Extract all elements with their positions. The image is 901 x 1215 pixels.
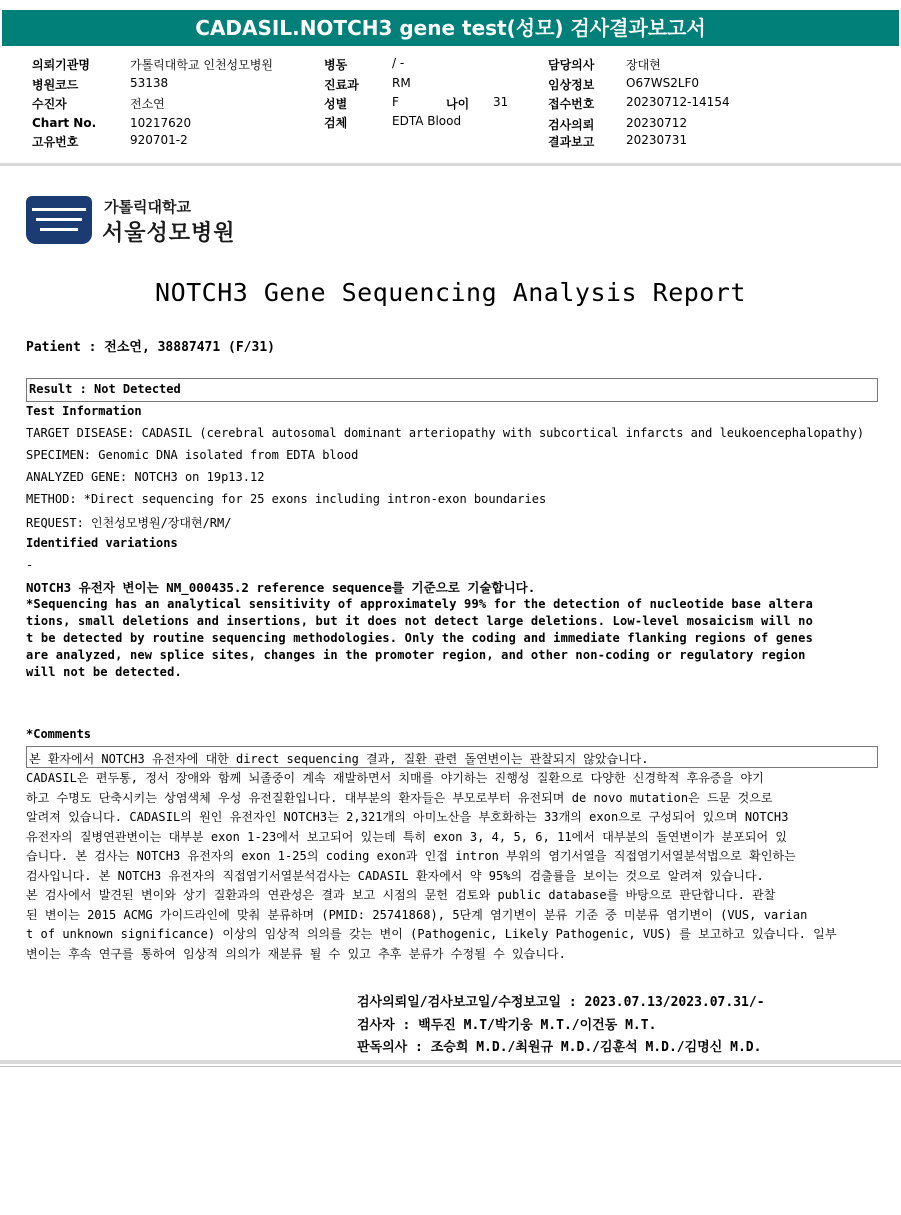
label-sex: 성별: [324, 97, 348, 111]
label-specimen: 검체: [324, 116, 348, 130]
sign-doctors: 판독의사 : 조승희 M.D./최원규 M.D./김훈석 M.D./김명신 M.D.: [357, 1040, 762, 1055]
value-ward: / -: [392, 56, 405, 70]
sensitivity-line: t be detected by routine sequencing methodologies. Only the coding and immediate flanking regions of genes: [26, 631, 814, 645]
analyzed-gene: ANALYZED GENE: NOTCH3 on 19p13.12: [26, 470, 265, 484]
logo-university-name: 가톨릭대학교: [104, 198, 191, 216]
comment-box: [26, 746, 878, 768]
label-ward: 병동: [324, 58, 348, 72]
method: METHOD: *Direct sequencing for 25 exons including intron-exon boundaries: [26, 492, 547, 506]
sensitivity-line: *Sequencing has an analytical sensitivity of approximately 99% for the detection of nucleotide base altera: [26, 597, 814, 611]
test-info-heading: Test Information: [26, 404, 142, 418]
specimen: SPECIMEN: Genomic DNA isolated from EDTA blood: [26, 448, 359, 462]
label-clinical-info: 임상정보: [548, 78, 595, 92]
header-divider: [0, 163, 901, 166]
label-hospital-code: 병원코드: [32, 78, 79, 92]
label-department: 진료과: [324, 78, 359, 92]
sensitivity-paragraph: [26, 596, 878, 681]
value-unique-id: 920701-2: [130, 133, 188, 147]
label-unique-id: 고유번호: [32, 135, 79, 149]
logo-hospital-name: 서울성모병원: [102, 221, 236, 246]
comment-line: 변이는 후속 연구를 통하여 임상적 의의가 재분류 될 수 있고 추후 분류가 수정될 수 있습니다.: [26, 946, 566, 961]
result-box: [26, 378, 878, 402]
target-disease: TARGET DISEASE: CADASIL (cerebral autosomal dominant arteriopathy with subcortical infarcts and leukoencephalopathy): [26, 426, 865, 440]
sensitivity-line: are analyzed, new splice sites, changes in the promoter region, and other non-coding or regulatory region: [26, 648, 806, 662]
comment-line: CADASIL은 편두통, 정서 장애와 함께 뇌졸중이 계속 재발하면서 치매를 야기하는 진행성 질환으로 다양한 신경학적 후유증을 야기: [26, 771, 764, 785]
reference-note: NOTCH3 유전자 변이는 NM_000435.2 reference sequence를 기준으로 기술합니다.: [26, 580, 536, 595]
comment-line: 유전자의 질병연관변이는 대부분 exon 1-23에서 보고되어 있는데 특히 exon 3, 4, 5, 6, 11에서 대부분의 돌연변이가 분포되어 있: [26, 829, 788, 844]
value-request-date: 20230712: [626, 116, 688, 130]
label-chart-no: Chart No.: [32, 116, 97, 130]
value-sex: F: [392, 95, 399, 109]
report-title: NOTCH3 Gene Sequencing Analysis Report: [155, 278, 746, 307]
sensitivity-line: tions, small deletions and insertions, but it does not detect large deletions. Low-level mosaicism will no: [26, 614, 814, 628]
comment-line: 본 검사에서 발견된 변이와 상기 질환과의 연관성은 결과 보고 시점의 문헌 검토와 public database를 바탕으로 판단합니다. 관찰: [26, 888, 776, 902]
label-patient-name: 수진자: [32, 97, 67, 111]
label-report-date: 결과보고: [548, 135, 595, 149]
value-age: 31: [493, 95, 509, 109]
label-request-date: 검사의뢰: [548, 118, 595, 132]
value-hospital-code: 53138: [130, 76, 169, 90]
identified-heading: Identified variations: [26, 536, 178, 550]
sign-testers: 검사자 : 백두진 M.T/박기웅 M.T./이건동 M.T.: [357, 1018, 657, 1033]
value-receipt-no: 20230712-14154: [626, 95, 730, 109]
footer-divider-line: [0, 1066, 901, 1067]
comment-line: 알려져 있습니다. CADASIL의 원인 유전자인 NOTCH3는 2,321개의 아미노산을 부호화하는 33개의 exon으로 구성되어 있으며 NOTCH3: [26, 810, 789, 824]
value-department: RM: [392, 76, 411, 90]
comment-line: 된 변이는 2015 ACMG 가이드라인에 맞춰 분류하며 (PMID: 25741868), 5단계 염기변이 분류 기준 중 미분류 염기변이 (VUS, varian: [26, 907, 808, 922]
title-bar: [0, 0, 901, 46]
hospital-logo: [26, 196, 246, 250]
comments-paragraph: [26, 769, 878, 964]
comment-line: 검사입니다. 본 NOTCH3 유전자의 직접염기서열분석검사는 CADASIL 환자에서 약 95%의 검출률을 보이는 것으로 알려져 있습니다.: [26, 868, 764, 883]
comment-line: 하고 수명도 단축시키는 상염색체 우성 유전질환입니다. 대부분의 환자들은 부모로부터 유전되며 de novo mutation은 드문 것으로: [26, 790, 773, 805]
value-specimen: EDTA Blood: [392, 114, 462, 128]
request: REQUEST: 인천성모병원/장대현/RM/: [26, 516, 232, 530]
comments-heading: *Comments: [26, 727, 92, 741]
label-age: 나이: [446, 97, 470, 111]
identified-value: -: [26, 558, 34, 572]
report-header-title: CADASIL.NOTCH3 gene test(성모) 검사결과보고서: [2, 10, 899, 46]
comment-line: 습니다. 본 검사는 NOTCH3 유전자의 exon 1-25의 coding exon과 인접 intron 부위의 염기서열을 직접염기서열분석법으로 확인하는: [26, 849, 796, 863]
result-text: Result : Not Detected: [29, 382, 181, 396]
value-clinical-info: O67WS2LF0: [626, 76, 700, 90]
label-doctor: 담당의사: [548, 58, 595, 72]
value-report-date: 20230731: [626, 133, 688, 147]
patient-line: Patient : 전소연, 38887471 (F/31): [26, 340, 275, 355]
patient-info-header: [0, 50, 901, 162]
footer-divider: [0, 1060, 901, 1064]
value-patient-name: 전소연: [130, 97, 165, 111]
sensitivity-line: will not be detected.: [26, 665, 182, 679]
label-institution: 의뢰기관명: [32, 58, 90, 72]
value-chart-no: 10217620: [130, 116, 192, 130]
value-doctor: 장대현: [626, 58, 661, 72]
comment-box-text: 본 환자에서 NOTCH3 유전자에 대한 direct sequencing 결과, 질환 관련 돌연변이는 관찰되지 않았습니다.: [29, 752, 649, 766]
label-receipt-no: 접수번호: [548, 97, 595, 111]
sign-dates: 검사의뢰일/검사보고일/수정보고일 : 2023.07.13/2023.07.31/-: [357, 995, 765, 1010]
catholic-emblem-icon: [26, 196, 92, 244]
value-institution: 가톨릭대학교 인천성모병원: [130, 58, 273, 72]
comment-line: t of unknown significance) 이상의 임상적 의의를 갖는 변이 (Pathogenic, Likely Pathogenic, VUS) 를 보고하고 있습니다. 일부: [26, 927, 837, 941]
